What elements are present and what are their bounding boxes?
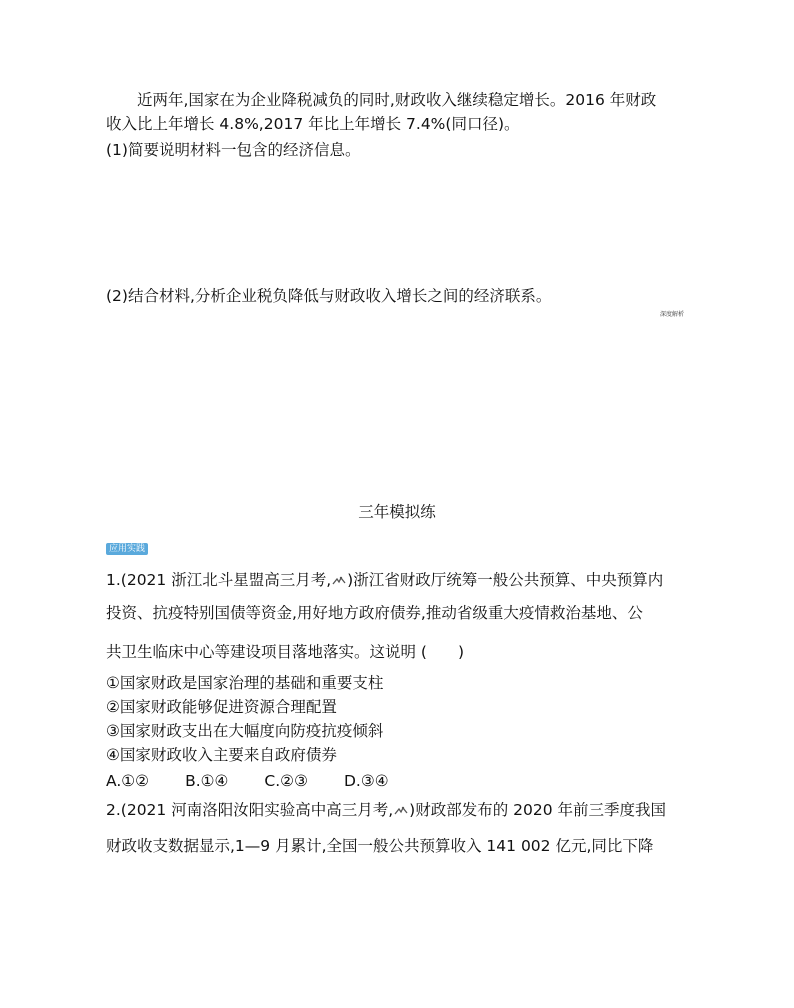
difficulty-icon bbox=[332, 576, 346, 586]
exercise-2-source: 2.(2021 河南洛阳汝阳实验高中高三月考, bbox=[106, 801, 394, 819]
exercise-2-stem-start: )财政部发布的 2020 年前三季度我国 bbox=[409, 801, 666, 819]
material-line-1: 近两年,国家在为企业降税减负的同时,财政收入继续稳定增长。2016 年财政 bbox=[137, 91, 657, 109]
practice-badge: 应用实践 bbox=[106, 543, 148, 555]
exercise-2-line-2: 财政收支数据显示,1—9 月累计,全国一般公共预算收入 141 002 亿元,同比下降 bbox=[106, 837, 654, 855]
exercise-2-line-1 bbox=[106, 800, 666, 820]
exercise-1-stem-start: )浙江省财政厅统筹一般公共预算、中央预算内 bbox=[347, 571, 664, 589]
section-title: 三年模拟练 bbox=[358, 503, 436, 521]
exercise-1-line-3: 共卫生临床中心等建设项目落地落实。这说明 ( ) bbox=[106, 643, 465, 661]
exercise-1-line-1 bbox=[106, 570, 663, 590]
option-b[interactable]: B.①④ bbox=[185, 772, 229, 790]
option-c[interactable]: C.②③ bbox=[264, 772, 308, 790]
statement-4: ④国家财政收入主要来自政府债券 bbox=[106, 746, 337, 764]
question-1-prompt: (1)简要说明材料一包含的经济信息。 bbox=[106, 141, 361, 159]
exercise-1-line-2: 投资、抗疫特别国债等资金,用好地方政府债券,推动省级重大疫情救治基地、公 bbox=[106, 604, 643, 622]
answer-options bbox=[106, 771, 425, 791]
statement-2: ②国家财政能够促进资源合理配置 bbox=[106, 698, 337, 716]
exercise-1-source: 1.(2021 浙江北斗星盟高三月考, bbox=[106, 571, 332, 589]
question-2-prompt: (2)结合材料,分析企业税负降低与财政收入增长之间的经济联系。 bbox=[106, 287, 552, 305]
statement-1: ①国家财政是国家治理的基础和重要支柱 bbox=[106, 674, 384, 692]
analysis-tag[interactable]: 深度解析 bbox=[660, 311, 685, 318]
material-line-2: 收入比上年增长 4.8%,2017 年比上年增长 7.4%(同口径)。 bbox=[106, 115, 520, 133]
option-a[interactable]: A.①② bbox=[106, 772, 150, 790]
statement-3: ③国家财政支出在大幅度向防疫抗疫倾斜 bbox=[106, 722, 384, 740]
difficulty-icon bbox=[394, 806, 408, 816]
option-d[interactable]: D.③④ bbox=[343, 772, 389, 790]
